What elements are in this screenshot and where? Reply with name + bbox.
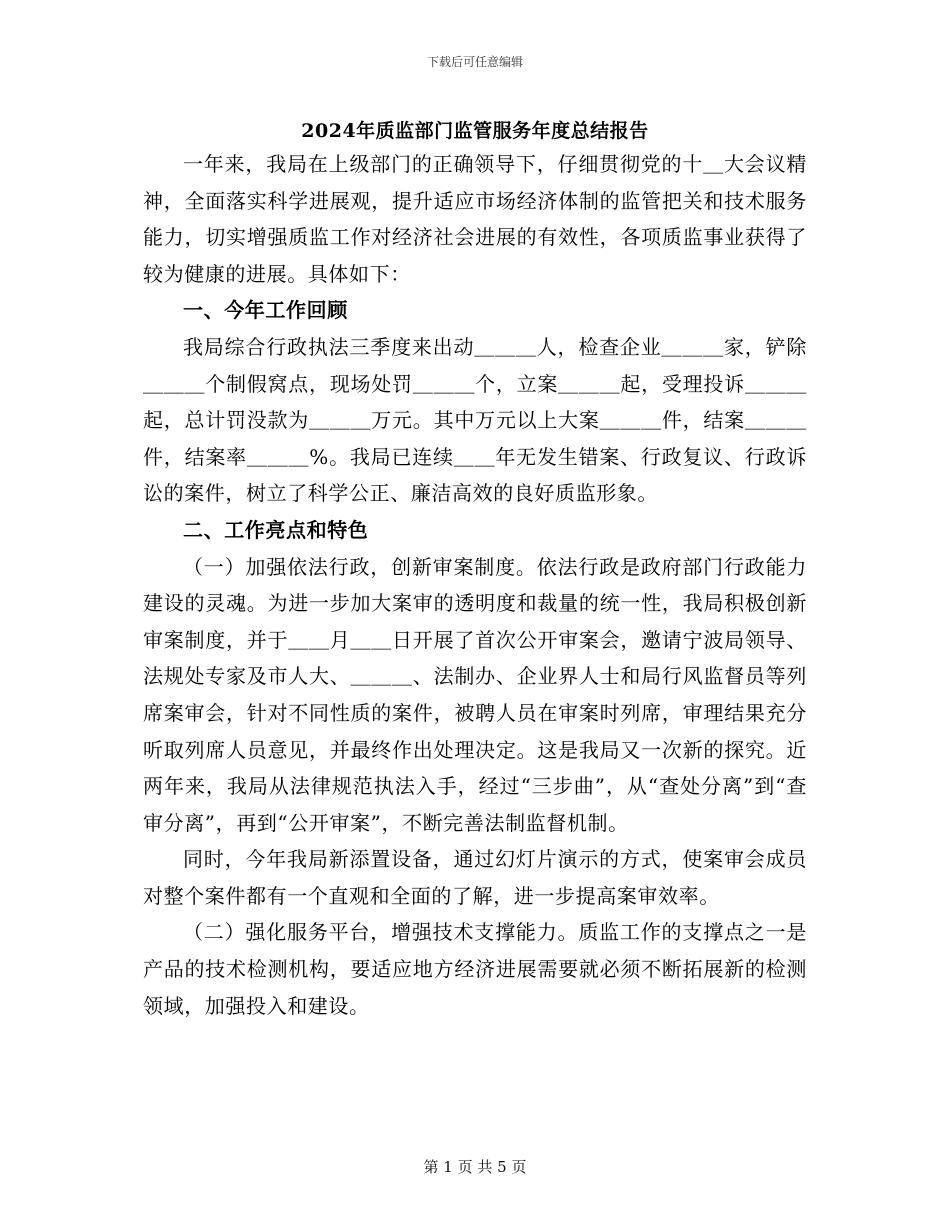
section-heading-review: 一、今年工作回顾 bbox=[183, 298, 348, 323]
document-title: 2024年质监部门监管服务年度总结报告 bbox=[301, 120, 649, 142]
highlight-paragraph-1: （一）加强依法行政，创新审案制度。依法行政是政府部门行政能力建设的灵魂。为进一步加大案审的透明度和裁量的统一性，我局积极创新审案制度，并于＿＿月＿＿日开展了首次公开审案会，邀请宁波局领导、法规处专家及市人大、＿＿＿、法制办、企业界人士和局行风监督员等列席案审会，针对不同性质的案件，被聘人员在审案时列席，审理结果充分听取列席人员意见，并最终作出处理决定。这是我局又一次新的探究。近两年来，我局从法律规范执法入手，经过“三步曲”，从“查处分离”到“查审分离”，再到“公开审案”，不断完善法制监督机制。 bbox=[143, 554, 807, 835]
highlight-paragraph-2: 同时，今年我局新添置设备，通过幻灯片演示的方式，使案审会成员对整个案件都有一个直观和全面的了解，进一步提高案审效率。 bbox=[143, 847, 807, 908]
review-paragraph: 我局综合行政执法三季度来出动＿＿＿人，检查企业＿＿＿家，铲除＿＿＿个制假窝点，现场处罚＿＿＿个，立案＿＿＿起，受理投诉＿＿＿起，总计罚没款为＿＿＿万元。其中万元以上大案＿＿＿件，结案＿＿＿件，结案率＿＿＿%。我局已连续＿＿年无发生错案、行政复议、行政诉讼的案件，树立了科学公正、廉洁高效的良好质监形象。 bbox=[143, 334, 807, 506]
header-note: 下载后可任意编辑 bbox=[426, 55, 523, 69]
section-heading-highlights: 二、工作亮点和特色 bbox=[183, 517, 369, 542]
intro-paragraph: 一年来，我局在上级部门的正确领导下，仔细贯彻党的十＿大会议精神，全面落实科学进展观，提升适应市场经济体制的监管把关和技术服务能力，切实增强质监工作对经济社会进展的有效性，各项质监事业获得了较为健康的进展。具体如下： bbox=[143, 152, 807, 286]
document-body bbox=[143, 146, 807, 1024]
page-footer: 第 1 页 共 5 页 bbox=[423, 1158, 527, 1176]
highlight-paragraph-3: （二）强化服务平台，增强技术支撑能力。质监工作的支撑点之一是产品的技术检测机构，要适应地方经济进展需要就必须不断拓展新的检测领域，加强投入和建设。 bbox=[143, 920, 807, 1018]
